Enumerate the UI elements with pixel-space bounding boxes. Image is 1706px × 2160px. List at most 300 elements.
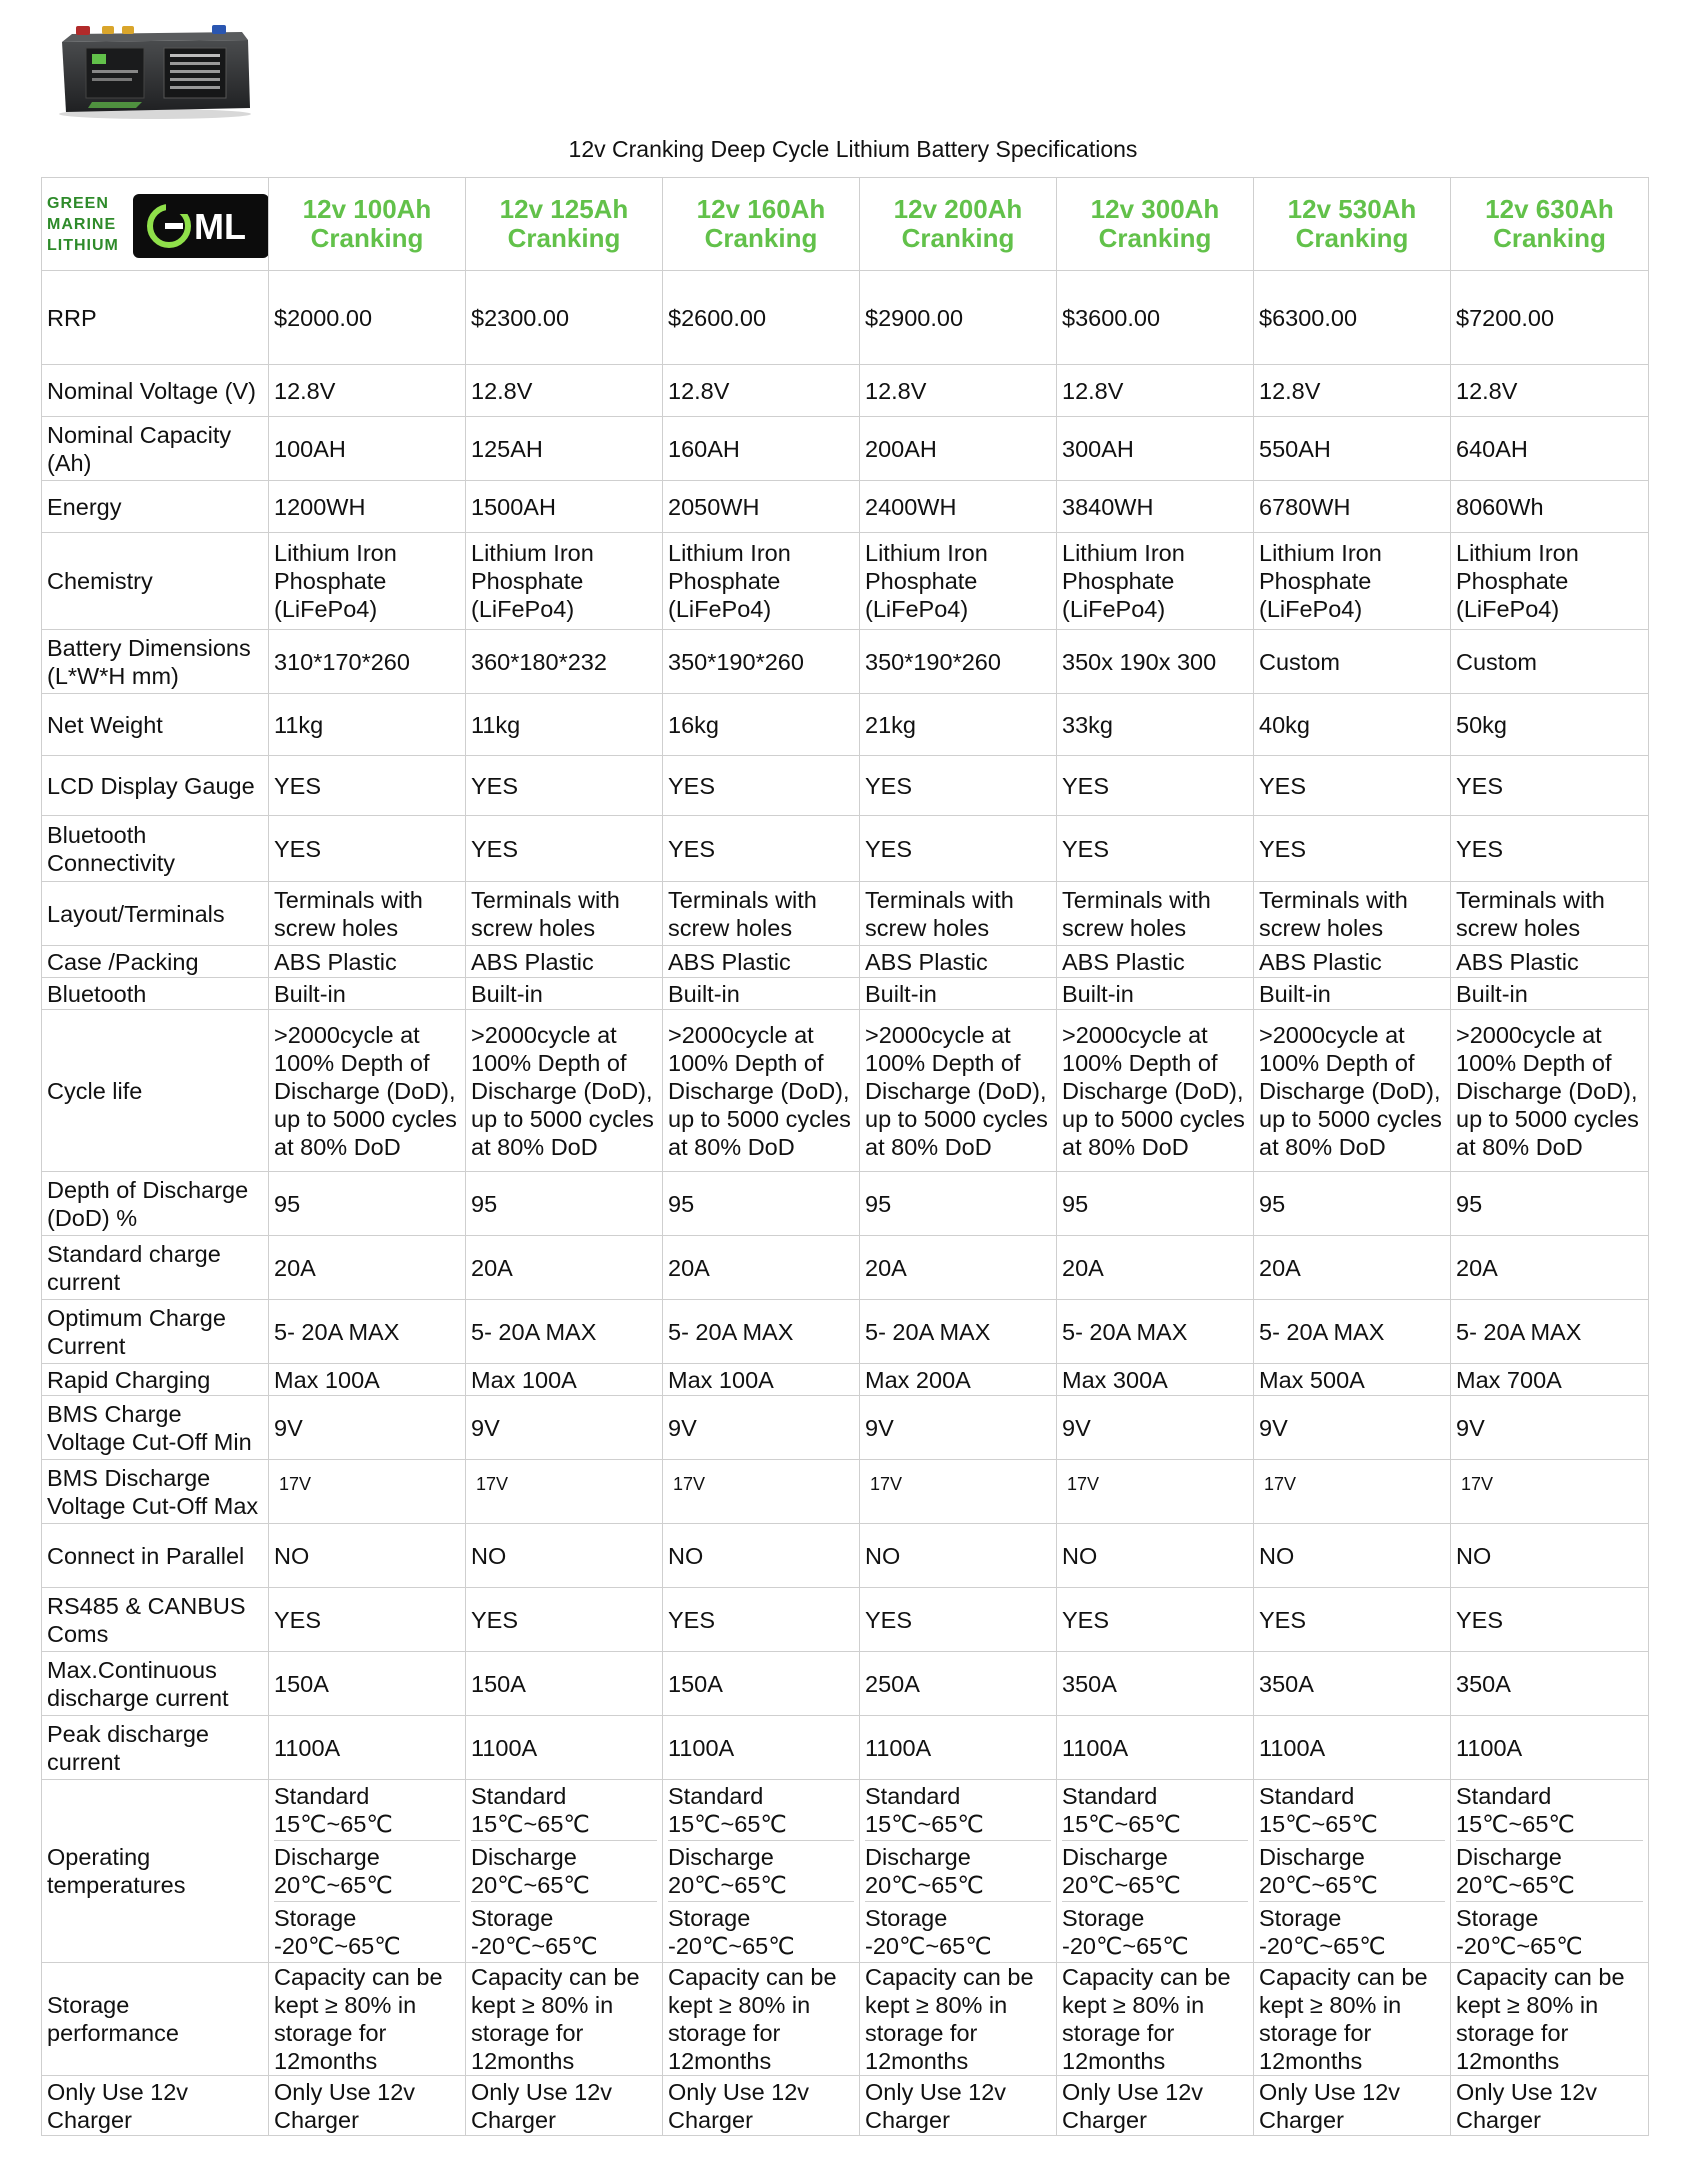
spec-value: 17V xyxy=(860,1460,1057,1524)
row-label: Battery Dimensions (L*W*H mm) xyxy=(42,630,269,694)
spec-value: 95 xyxy=(1451,1172,1649,1236)
spec-value: Terminals with screw holes xyxy=(1254,882,1451,946)
temp-standard xyxy=(1259,1780,1445,1840)
model-header-300ah xyxy=(1057,178,1254,271)
spec-value: 50kg xyxy=(1451,694,1649,756)
model-sub: Cranking xyxy=(901,223,1015,253)
spec-value: Max 100A xyxy=(663,1364,860,1396)
spec-value: $7200.00 xyxy=(1451,271,1649,365)
temp-storage-range: -20℃~65℃ xyxy=(668,1933,795,1959)
temp-storage-label: Storage xyxy=(1259,1905,1342,1931)
spec-value: 16kg xyxy=(663,694,860,756)
spec-value: 33kg xyxy=(1057,694,1254,756)
spec-row xyxy=(42,481,1649,533)
storage-performance-value: Capacity can be kept ≥ 80% in storage for 12months xyxy=(466,1963,663,2076)
spec-value: 9V xyxy=(269,1396,466,1460)
spec-row xyxy=(42,365,1649,417)
spec-value: 17V xyxy=(663,1460,860,1524)
spec-value: $2600.00 xyxy=(663,271,860,365)
spec-value: Terminals with screw holes xyxy=(269,882,466,946)
spec-value: 2400WH xyxy=(860,481,1057,533)
temp-standard-label: Standard xyxy=(1259,1783,1355,1809)
row-label: Net Weight xyxy=(42,694,269,756)
spec-value: YES xyxy=(1451,756,1649,816)
spec-value: 12.8V xyxy=(466,365,663,417)
spec-value: 9V xyxy=(860,1396,1057,1460)
temp-storage-range: -20℃~65℃ xyxy=(865,1933,992,1959)
spec-row xyxy=(42,1010,1649,1172)
temp-discharge-label: Discharge xyxy=(1062,1844,1168,1870)
spec-value: YES xyxy=(269,816,466,882)
spec-value: 17V xyxy=(466,1460,663,1524)
model-header-160ah xyxy=(663,178,860,271)
temp-storage-label: Storage xyxy=(274,1905,357,1931)
logo-line-green: GREEN xyxy=(47,195,109,212)
operating-temperatures-value xyxy=(860,1780,1057,1963)
spec-value: NO xyxy=(1057,1524,1254,1588)
spec-value: Built-in xyxy=(1254,978,1451,1010)
spec-value: 95 xyxy=(1057,1172,1254,1236)
temp-standard-range: 15℃~65℃ xyxy=(471,1811,590,1837)
model-sub: Cranking xyxy=(1295,223,1409,253)
model-header-630ah xyxy=(1451,178,1649,271)
spec-value: Built-in xyxy=(1451,978,1649,1010)
spec-value: YES xyxy=(1057,1588,1254,1652)
charger-value: Only Use 12v Charger xyxy=(860,2076,1057,2136)
spec-value: 95 xyxy=(1254,1172,1451,1236)
spec-value: YES xyxy=(1057,756,1254,816)
temp-discharge xyxy=(274,1840,460,1901)
temp-discharge-range: 20℃~65℃ xyxy=(668,1872,787,1898)
model-name: 12v 630Ah xyxy=(1485,194,1614,224)
spec-value: 1100A xyxy=(663,1716,860,1780)
spec-value: 11kg xyxy=(466,694,663,756)
temp-storage-label: Storage xyxy=(471,1905,554,1931)
spec-row xyxy=(42,417,1649,481)
spec-value: 40kg xyxy=(1254,694,1451,756)
spec-value: $3600.00 xyxy=(1057,271,1254,365)
spec-value: 5- 20A MAX xyxy=(1057,1300,1254,1364)
temp-discharge xyxy=(668,1840,854,1901)
temp-standard xyxy=(471,1780,657,1840)
temp-standard-label: Standard xyxy=(1062,1783,1158,1809)
row-label: Bluetooth xyxy=(42,978,269,1010)
spec-value: YES xyxy=(1451,816,1649,882)
spec-value: YES xyxy=(860,1588,1057,1652)
spec-row xyxy=(42,1524,1649,1588)
model-name: 12v 160Ah xyxy=(696,194,826,224)
spec-value: YES xyxy=(1057,816,1254,882)
row-label: BMS Discharge Voltage Cut-Off Max xyxy=(42,1460,269,1524)
spec-value: NO xyxy=(466,1524,663,1588)
spec-value: 20A xyxy=(860,1236,1057,1300)
spec-value: 1200WH xyxy=(269,481,466,533)
spec-value: 9V xyxy=(663,1396,860,1460)
spec-value: ABS Plastic xyxy=(860,946,1057,978)
spec-value: Built-in xyxy=(466,978,663,1010)
spec-row xyxy=(42,630,1649,694)
spec-value: 20A xyxy=(466,1236,663,1300)
spec-value: >2000cycle at 100% Depth of Discharge (DoD), up to 5000 cycles at 80% DoD xyxy=(663,1010,860,1172)
charger-value: Only Use 12v Charger xyxy=(1254,2076,1451,2136)
spec-value: YES xyxy=(466,816,663,882)
spec-body xyxy=(42,271,1649,2136)
spec-value: 20A xyxy=(1254,1236,1451,1300)
spec-value: Max 300A xyxy=(1057,1364,1254,1396)
model-name: 12v 300Ah xyxy=(1090,194,1220,224)
row-label: Connect in Parallel xyxy=(42,1524,269,1588)
temp-standard-range: 15℃~65℃ xyxy=(274,1811,393,1837)
temp-storage-range: -20℃~65℃ xyxy=(274,1933,401,1959)
spec-value: 550AH xyxy=(1254,417,1451,481)
spec-value: Terminals with screw holes xyxy=(466,882,663,946)
temp-standard-label: Standard xyxy=(1456,1783,1552,1809)
temp-discharge-label: Discharge xyxy=(1259,1844,1365,1870)
temp-standard-range: 15℃~65℃ xyxy=(865,1811,984,1837)
temp-discharge-range: 20℃~65℃ xyxy=(274,1872,393,1898)
operating-temperatures-value xyxy=(269,1780,466,1963)
spec-value: ABS Plastic xyxy=(466,946,663,978)
row-label: Rapid Charging xyxy=(42,1364,269,1396)
spec-value: 1100A xyxy=(269,1716,466,1780)
temp-storage xyxy=(1456,1901,1643,1962)
header-row xyxy=(42,178,1649,271)
logo-cell xyxy=(42,178,269,271)
spec-value: 20A xyxy=(1057,1236,1254,1300)
model-name: 12v 100Ah xyxy=(302,194,432,224)
row-label: Only Use 12v Charger xyxy=(42,2076,269,2136)
spec-value: 11kg xyxy=(269,694,466,756)
spec-value: 350A xyxy=(1254,1652,1451,1716)
spec-value: ABS Plastic xyxy=(1254,946,1451,978)
row-label: Optimum Charge Current xyxy=(42,1300,269,1364)
row-label: Operating temperatures xyxy=(42,1780,269,1963)
svg-text:ML: ML xyxy=(194,206,246,247)
temp-storage xyxy=(1259,1901,1445,1962)
gml-badge-icon xyxy=(133,194,269,258)
temp-discharge xyxy=(865,1840,1051,1901)
spec-value: >2000cycle at 100% Depth of Discharge (DoD), up to 5000 cycles at 80% DoD xyxy=(1057,1010,1254,1172)
row-label: Nominal Capacity (Ah) xyxy=(42,417,269,481)
temp-storage xyxy=(1062,1901,1248,1962)
spec-value: Lithium Iron Phosphate (LiFePo4) xyxy=(1057,533,1254,630)
charger-value: Only Use 12v Charger xyxy=(269,2076,466,2136)
charger-value: Only Use 12v Charger xyxy=(1057,2076,1254,2136)
spec-value: 12.8V xyxy=(860,365,1057,417)
model-sub: Cranking xyxy=(704,223,818,253)
page-title: 12v Cranking Deep Cycle Lithium Battery Specifications xyxy=(568,136,1138,162)
row-label: Case /Packing xyxy=(42,946,269,978)
spec-value: 1100A xyxy=(1451,1716,1649,1780)
spec-value: YES xyxy=(663,816,860,882)
spec-value: 150A xyxy=(466,1652,663,1716)
spec-value: 5- 20A MAX xyxy=(1254,1300,1451,1364)
row-label: Depth of Discharge (DoD) % xyxy=(42,1172,269,1236)
storage-performance-value: Capacity can be kept ≥ 80% in storage for 12months xyxy=(1451,1963,1649,2076)
spec-value: 12.8V xyxy=(1057,365,1254,417)
temp-storage-label: Storage xyxy=(865,1905,948,1931)
row-label: Layout/Terminals xyxy=(42,882,269,946)
spec-value: 20A xyxy=(1451,1236,1649,1300)
spec-value: YES xyxy=(466,1588,663,1652)
operating-temperatures-value xyxy=(1254,1780,1451,1963)
temp-discharge-label: Discharge xyxy=(1456,1844,1562,1870)
spec-value: $2900.00 xyxy=(860,271,1057,365)
spec-value: >2000cycle at 100% Depth of Discharge (DoD), up to 5000 cycles at 80% DoD xyxy=(269,1010,466,1172)
spec-value: 350*190*260 xyxy=(663,630,860,694)
spec-value: $2300.00 xyxy=(466,271,663,365)
temp-discharge xyxy=(471,1840,657,1901)
spec-value: $6300.00 xyxy=(1254,271,1451,365)
temp-discharge-range: 20℃~65℃ xyxy=(865,1872,984,1898)
spec-value: 350A xyxy=(1057,1652,1254,1716)
model-sub: Cranking xyxy=(310,223,424,253)
spec-value: 200AH xyxy=(860,417,1057,481)
spec-row xyxy=(42,946,1649,978)
spec-value: NO xyxy=(269,1524,466,1588)
spec-value: Max 100A xyxy=(466,1364,663,1396)
spec-row xyxy=(42,1364,1649,1396)
row-label: RS485 & CANBUS Coms xyxy=(42,1588,269,1652)
spec-value: 17V xyxy=(1254,1460,1451,1524)
model-header-200ah xyxy=(860,178,1057,271)
spec-value: Lithium Iron Phosphate (LiFePo4) xyxy=(860,533,1057,630)
temp-standard-label: Standard xyxy=(668,1783,764,1809)
storage-performance-value: Capacity can be kept ≥ 80% in storage for 12months xyxy=(860,1963,1057,2076)
spec-value: 1100A xyxy=(466,1716,663,1780)
model-name: 12v 530Ah xyxy=(1287,194,1417,224)
temp-storage-range: -20℃~65℃ xyxy=(1062,1933,1189,1959)
spec-value: Terminals with screw holes xyxy=(1451,882,1649,946)
operating-temperatures-row xyxy=(42,1780,1649,1963)
row-label: Bluetooth Connectivity xyxy=(42,816,269,882)
spec-value: 95 xyxy=(269,1172,466,1236)
model-sub: Cranking xyxy=(1493,223,1606,253)
spec-value: 150A xyxy=(269,1652,466,1716)
temp-discharge xyxy=(1259,1840,1445,1901)
temp-storage-range: -20℃~65℃ xyxy=(471,1933,598,1959)
logo-line-marine: MARINE xyxy=(47,216,117,233)
operating-temperatures-value xyxy=(1057,1780,1254,1963)
spec-value: 640AH xyxy=(1451,417,1649,481)
spec-value: Built-in xyxy=(1057,978,1254,1010)
spec-value: 5- 20A MAX xyxy=(860,1300,1057,1364)
spec-value: 9V xyxy=(466,1396,663,1460)
spec-value: >2000cycle at 100% Depth of Discharge (DoD), up to 5000 cycles at 80% DoD xyxy=(1451,1010,1649,1172)
spec-value: 17V xyxy=(1057,1460,1254,1524)
temp-standard-range: 15℃~65℃ xyxy=(1456,1811,1575,1837)
temp-discharge-range: 20℃~65℃ xyxy=(1062,1872,1181,1898)
spec-row xyxy=(42,882,1649,946)
spec-value: Terminals with screw holes xyxy=(1057,882,1254,946)
spec-value: Max 100A xyxy=(269,1364,466,1396)
spec-value: 12.8V xyxy=(663,365,860,417)
row-label: Standard charge current xyxy=(42,1236,269,1300)
spec-value: Terminals with screw holes xyxy=(663,882,860,946)
battery-photo xyxy=(52,18,258,120)
spec-value: >2000cycle at 100% Depth of Discharge (DoD), up to 5000 cycles at 80% DoD xyxy=(1254,1010,1451,1172)
spec-value: 6780WH xyxy=(1254,481,1451,533)
gml-logo xyxy=(45,179,265,269)
spec-value: 150A xyxy=(663,1652,860,1716)
spec-value: NO xyxy=(1451,1524,1649,1588)
spec-value: 310*170*260 xyxy=(269,630,466,694)
spec-value: 95 xyxy=(663,1172,860,1236)
spec-value: NO xyxy=(663,1524,860,1588)
row-label: Chemistry xyxy=(42,533,269,630)
spec-value: Built-in xyxy=(269,978,466,1010)
temp-storage xyxy=(274,1901,460,1962)
temp-discharge-range: 20℃~65℃ xyxy=(1259,1872,1378,1898)
row-label: Storage performance xyxy=(42,1963,269,2076)
temp-storage-label: Storage xyxy=(1062,1905,1145,1931)
row-label: LCD Display Gauge xyxy=(42,756,269,816)
spec-value: YES xyxy=(860,816,1057,882)
model-header-100ah xyxy=(269,178,466,271)
temp-storage-range: -20℃~65℃ xyxy=(1456,1933,1583,1959)
spec-value: 250A xyxy=(860,1652,1057,1716)
spec-row xyxy=(42,533,1649,630)
charger-value: Only Use 12v Charger xyxy=(466,2076,663,2136)
spec-value: 9V xyxy=(1254,1396,1451,1460)
spec-value: 1100A xyxy=(1254,1716,1451,1780)
spec-row xyxy=(42,1396,1649,1460)
spec-row xyxy=(42,1460,1649,1524)
operating-temperatures-value xyxy=(663,1780,860,1963)
spec-row xyxy=(42,978,1649,1010)
row-label: BMS Charge Voltage Cut-Off Min xyxy=(42,1396,269,1460)
spec-value: 1500AH xyxy=(466,481,663,533)
row-label: Nominal Voltage (V) xyxy=(42,365,269,417)
model-sub: Cranking xyxy=(507,223,621,253)
spec-value: YES xyxy=(663,1588,860,1652)
model-name: 12v 200Ah xyxy=(893,194,1023,224)
charger-row xyxy=(42,2076,1649,2136)
spec-value: 360*180*232 xyxy=(466,630,663,694)
temp-discharge-label: Discharge xyxy=(471,1844,577,1870)
model-header-530ah xyxy=(1254,178,1451,271)
spec-value: 350A xyxy=(1451,1652,1649,1716)
storage-performance-value: Capacity can be kept ≥ 80% in storage for 12months xyxy=(663,1963,860,2076)
spec-value: Built-in xyxy=(663,978,860,1010)
spec-value: ABS Plastic xyxy=(1451,946,1649,978)
spec-value: YES xyxy=(1254,816,1451,882)
temp-discharge-label: Discharge xyxy=(865,1844,971,1870)
spec-value: 20A xyxy=(663,1236,860,1300)
temp-discharge-label: Discharge xyxy=(668,1844,774,1870)
temp-storage-label: Storage xyxy=(1456,1905,1539,1931)
spec-value: 125AH xyxy=(466,417,663,481)
spec-value: Max 200A xyxy=(860,1364,1057,1396)
row-label: Max.Continuous discharge current xyxy=(42,1652,269,1716)
spec-value: 350x 190x 300 xyxy=(1057,630,1254,694)
spec-value: Lithium Iron Phosphate (LiFePo4) xyxy=(663,533,860,630)
model-name: 12v 125Ah xyxy=(499,194,629,224)
spec-value: $2000.00 xyxy=(269,271,466,365)
spec-value: YES xyxy=(1254,756,1451,816)
temp-storage xyxy=(668,1901,854,1962)
temp-standard-label: Standard xyxy=(471,1783,567,1809)
temp-storage xyxy=(865,1901,1051,1962)
model-header-125ah xyxy=(466,178,663,271)
spec-value: Lithium Iron Phosphate (LiFePo4) xyxy=(1254,533,1451,630)
spec-value: 17V xyxy=(1451,1460,1649,1524)
storage-performance-value: Capacity can be kept ≥ 80% in storage for 12months xyxy=(1254,1963,1451,2076)
temp-discharge-label: Discharge xyxy=(274,1844,380,1870)
temp-discharge-range: 20℃~65℃ xyxy=(1456,1872,1575,1898)
temp-discharge xyxy=(1456,1840,1643,1901)
row-label: Energy xyxy=(42,481,269,533)
spec-value: NO xyxy=(1254,1524,1451,1588)
storage-performance-value: Capacity can be kept ≥ 80% in storage for 12months xyxy=(1057,1963,1254,2076)
spec-value: 5- 20A MAX xyxy=(466,1300,663,1364)
spec-value: NO xyxy=(860,1524,1057,1588)
spec-value: 300AH xyxy=(1057,417,1254,481)
spec-value: Lithium Iron Phosphate (LiFePo4) xyxy=(1451,533,1649,630)
spec-value: 5- 20A MAX xyxy=(1451,1300,1649,1364)
spec-value: 5- 20A MAX xyxy=(269,1300,466,1364)
spec-row xyxy=(42,1172,1649,1236)
row-label: RRP xyxy=(42,271,269,365)
spec-value: >2000cycle at 100% Depth of Discharge (DoD), up to 5000 cycles at 80% DoD xyxy=(466,1010,663,1172)
operating-temperatures-value xyxy=(466,1780,663,1963)
spec-value: Max 500A xyxy=(1254,1364,1451,1396)
spec-row xyxy=(42,816,1649,882)
spec-value: ABS Plastic xyxy=(1057,946,1254,978)
temp-standard xyxy=(274,1780,460,1840)
spec-value: 350*190*260 xyxy=(860,630,1057,694)
spec-row xyxy=(42,1652,1649,1716)
spec-value: YES xyxy=(663,756,860,816)
model-sub: Cranking xyxy=(1098,223,1212,253)
spec-row xyxy=(42,1300,1649,1364)
spec-value: Max 700A xyxy=(1451,1364,1649,1396)
temp-standard xyxy=(865,1780,1051,1840)
spec-value: 160AH xyxy=(663,417,860,481)
temp-standard-range: 15℃~65℃ xyxy=(1062,1811,1181,1837)
spec-value: YES xyxy=(269,756,466,816)
operating-temperatures-value xyxy=(1451,1780,1649,1963)
temp-storage-range: -20℃~65℃ xyxy=(1259,1933,1386,1959)
logo-line-lithium: LITHIUM xyxy=(47,237,119,254)
temp-standard-range: 15℃~65℃ xyxy=(668,1811,787,1837)
temp-standard xyxy=(1062,1780,1248,1840)
temp-standard xyxy=(1456,1780,1643,1840)
spec-value: YES xyxy=(466,756,663,816)
spec-value: YES xyxy=(1254,1588,1451,1652)
spec-row xyxy=(42,1716,1649,1780)
spec-value: 5- 20A MAX xyxy=(663,1300,860,1364)
spec-row xyxy=(42,756,1649,816)
spec-row xyxy=(42,694,1649,756)
spec-value: YES xyxy=(1451,1588,1649,1652)
spec-value: 9V xyxy=(1451,1396,1649,1460)
spec-value: YES xyxy=(269,1588,466,1652)
spec-value: 100AH xyxy=(269,417,466,481)
spec-value: 12.8V xyxy=(1451,365,1649,417)
temp-discharge xyxy=(1062,1840,1248,1901)
spec-value: 20A xyxy=(269,1236,466,1300)
spec-value: Lithium Iron Phosphate (LiFePo4) xyxy=(269,533,466,630)
row-label: Cycle life xyxy=(42,1010,269,1172)
storage-performance-row xyxy=(42,1963,1649,2076)
spec-value: Custom xyxy=(1451,630,1649,694)
spec-row xyxy=(42,1236,1649,1300)
spec-value: 3840WH xyxy=(1057,481,1254,533)
spec-value: 95 xyxy=(860,1172,1057,1236)
spec-value: Built-in xyxy=(860,978,1057,1010)
spec-value: ABS Plastic xyxy=(663,946,860,978)
